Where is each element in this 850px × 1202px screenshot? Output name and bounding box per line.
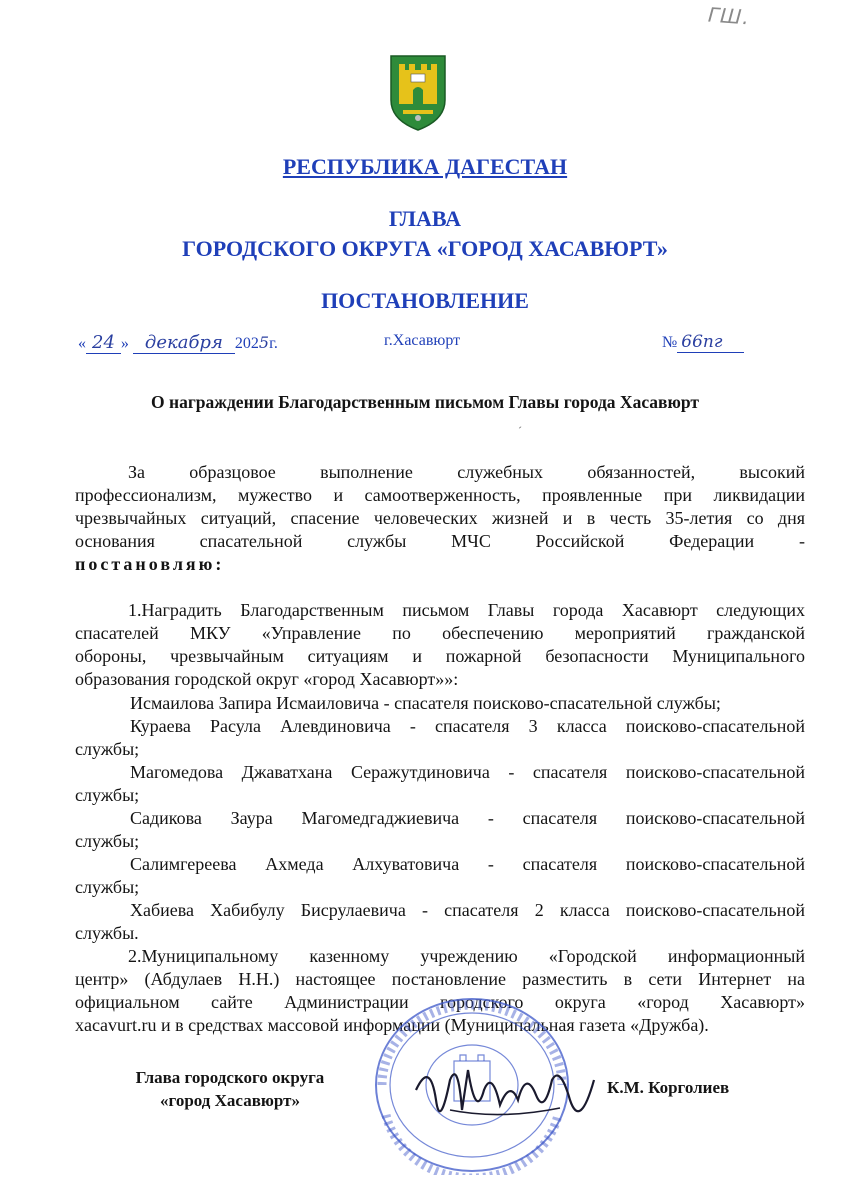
head-title-line1: ГЛАВА: [388, 206, 462, 231]
signatory-title-line2: «город Хасавюрт»: [160, 1091, 300, 1110]
intro-line: основания спасательной службы МЧС Российской Федерации -: [75, 531, 805, 551]
list-item: Кураева Расула Алевдиновича - спасателя 3 класса поисково-спасательной: [130, 716, 805, 736]
list-item-tail: службы;: [75, 785, 140, 805]
date-day: 24: [86, 332, 121, 354]
intro-line: За образцовое выполнение служебных обязанностей, высокий: [128, 462, 805, 482]
city-label: г.Хасавюрт: [384, 332, 461, 349]
awardee-list: [75, 692, 805, 945]
coat-of-arms-icon: [387, 52, 449, 132]
date-year-digit: 5: [258, 333, 270, 352]
item1-line: образования городской округ «город Хасавюрт»»:: [75, 669, 459, 689]
list-item-tail: службы;: [75, 739, 140, 759]
list-item-tail: службы;: [75, 877, 140, 897]
intro-paragraph: [75, 461, 805, 576]
item1-line: спасателей МКУ «Управление по обеспечению мероприятий гражданской: [75, 623, 805, 643]
list-item: Садикова Заура Магомедгаджиевича - спасателя поисково-спасательной: [130, 808, 805, 828]
signature-icon: [410, 1050, 600, 1160]
date-field: [78, 332, 278, 354]
number-value: 66пг: [677, 332, 744, 353]
head-title-line2: ГОРОДСКОГО ОКРУГА «ГОРОД ХАСАВЮРТ»: [182, 236, 668, 261]
item1-paragraph: [75, 599, 805, 691]
intro-line: профессионализм, мужество и самоотверженность, проявленные при ликвидации: [75, 485, 805, 505]
signatory-name: К.М. Корголиев: [607, 1078, 730, 1097]
number-label: №: [662, 334, 678, 351]
decree-number: [662, 332, 744, 353]
list-item: Хабиева Хабибулу Бисрулаевича - спасателя 2 класса поисково-спасательной: [130, 900, 805, 920]
item1-line: обороны, чрезвычайным ситуациям и пожарной безопасности Муниципального: [75, 646, 805, 666]
signatory-title: [110, 1066, 350, 1112]
decree-title: ПОСТАНОВЛЕНИЕ: [321, 288, 529, 313]
handwritten-note: ГШ.: [707, 2, 751, 30]
date-month: декабря: [133, 332, 235, 354]
intro-line: чрезвычайных ситуаций, спасение человеческих жизней и в честь 35-летия со дня: [75, 508, 805, 528]
list-item-tail: службы.: [75, 923, 139, 943]
item2-line: центр» (Абдулаев Н.Н.) настоящее постановление разместить в сети Интернет на: [75, 969, 805, 989]
date-close-quote: »: [120, 335, 129, 352]
republic-title: РЕСПУБЛИКА ДАГЕСТАН: [282, 154, 568, 179]
list-item: Магомедова Джаватхана Серажутдиновича - спасателя поисково-спасательной: [130, 762, 805, 782]
item2-line: официальном сайте Администрации городского округа «город Хасавюрт»: [75, 992, 805, 1012]
item2-line: 2.Муниципальному казенному учреждению «Городской информационный: [128, 946, 805, 966]
stray-mark: ˊ: [518, 424, 522, 438]
decree-word: постановляю:: [75, 554, 225, 574]
date-year-suffix: г.: [269, 335, 278, 352]
signatory-title-line1: Глава городского округа: [135, 1068, 325, 1087]
date-year-prefix: 202: [234, 335, 259, 352]
item2-line: xacavurt.ru и в средствах массовой информации (Муниципальная газета «Дружба).: [75, 1015, 709, 1035]
list-item: Салимгереева Ахмеда Алхуватовича - спасателя поисково-спасательной: [130, 854, 805, 874]
item1-line: 1.Наградить Благодарственным письмом Главы города Хасавюрт следующих: [128, 600, 805, 620]
date-open-quote: «: [78, 335, 86, 352]
list-item-tail: службы;: [75, 831, 140, 851]
list-item: Исмаилова Запира Исмаиловича - спасателя поисково-спасательной службы;: [130, 693, 721, 713]
decree-subject: О награждении Благодарственным письмом Главы города Хасавюрт: [151, 392, 699, 412]
